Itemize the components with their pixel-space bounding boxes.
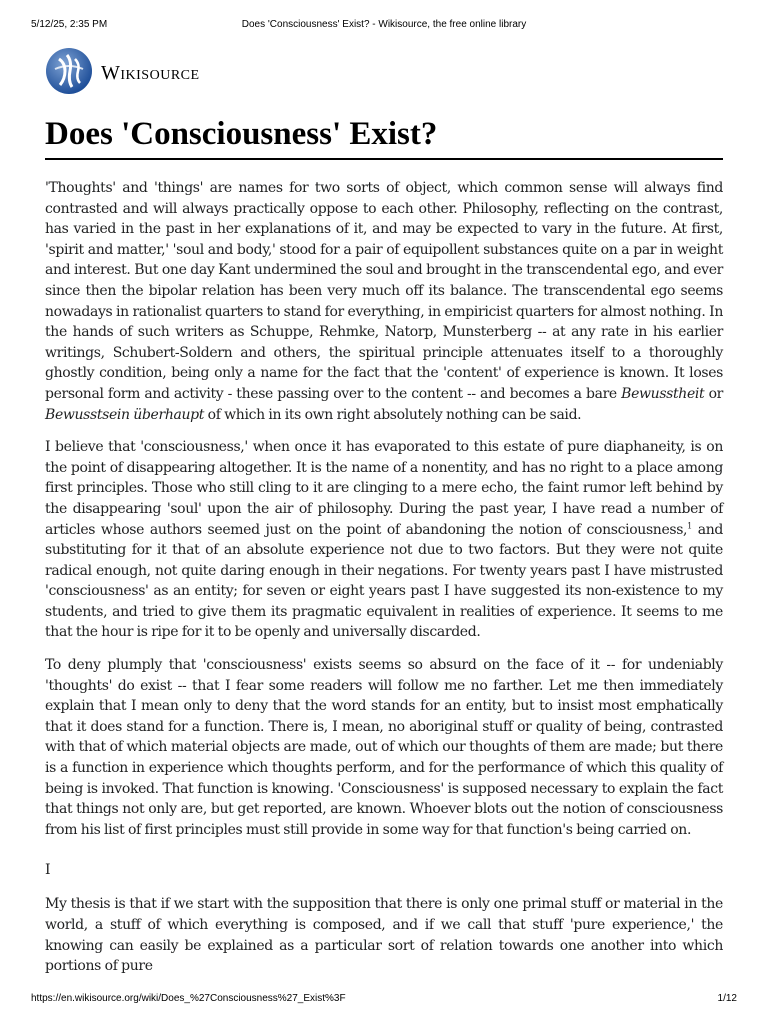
print-url: https://en.wikisource.org/wiki/Does_%27Consciousness%27_Exist%3F [31, 993, 346, 1004]
title-divider [45, 158, 723, 160]
italic-term-bewusstsein: Bewusstsein überhaupt [45, 406, 205, 423]
print-page-title: Does 'Consciousness' Exist? - Wikisource, the free online library [241, 19, 527, 30]
print-header [31, 19, 737, 33]
wikisource-globe-icon [45, 47, 93, 95]
section-heading: I [45, 862, 51, 879]
print-footer [31, 993, 737, 1007]
wikisource-logo[interactable] [45, 47, 245, 97]
italic-term-bewusstheit: Bewusstheit [621, 385, 705, 402]
print-page-number: 1/12 [717, 993, 737, 1004]
site-wordmark: Wikisource [101, 62, 200, 84]
print-timestamp: 5/12/25, 2:35 PM [31, 19, 108, 30]
paragraph-4: My thesis is that if we start with the supposition that there is only one primal stuff or material in the world, a stuff of which everything is composed, and if we call that stuff 'pure experience,' the knowing can easily be explained as a particular sort of relation towards one another into which portions of pure [45, 896, 723, 975]
article-content [45, 178, 723, 989]
paragraph-2: I believe that 'consciousness,' when once it has evaporated to this estate of pure diaphaneity, is on the point of disappearing altogether. It is the name of a nonentity, and has no right to a place among first principles. Those who still cling to it are clinging to a mere echo, the faint rumor left behind by the disappearing 'soul' upon the air of philosophy. During the past year, I have read a number of articles whose authors seemed just on the point of abandoning the notion of consciousness,$^1$ and substituting for it that of an absolute experience not due to two factors. But they were not quite radical enough, not quite daring enough in their negations. For twenty years past I have mistrusted 'consciousness' as an entity; for seven or eight years past I have suggested its non-existence to my students, and tried to give them its pragmatic equivalent in realities of experience. It seems to me that the hour is ripe for it to be openly and universally discarded. [45, 439, 723, 641]
page-title: Does 'Consciousness' Exist? [45, 116, 438, 152]
footnote-link[interactable]: 1 [687, 520, 692, 530]
paragraph-1: 'Thoughts' and 'things' are names for two sorts of object, which common sense will always find contrasted and will always practically oppose to each other. Philosophy, reflecting on the contrast, has varied in the past in her explanations of it, and may be expected to vary in the future. At first, 'spirit and matter,' 'soul and body,' stood for a pair of equipollent substances quite on a par in weight and interest. But one day Kant undermined the soul and brought in the transcendental ego, and ever since then the bipolar relation has been very much off its balance. The transcendental ego seems nowadays in rationalist quarters to stand for everything, in empiricist quarters for almost nothing. In the hands of such writers as Schuppe, Rehmke, Natorp, Munsterberg -- at any rate in his earlier writings, Schubert-Soldern and others, the spiritual principle attenuates itself to a thoroughly ghostly condition, being only a name for the fact that the 'content' of experience is known. It loses personal form and activity - these passing over to the content -- and becomes a bare Bewusstheit or Bewusstsein überhaupt of which in its own right absolutely nothing can be said. [45, 180, 723, 423]
paragraph-3: To deny plumply that 'consciousness' exists seems so absurd on the face of it -- for undeniably 'thoughts' do exist -- that I fear some readers will follow me no farther. Let me then immediately explain that I mean only to deny that the word stands for an entity, but to insist most emphatically that it does stand for a function. There is, I mean, no aboriginal stuff or quality of being, contrasted with that of which material objects are made, out of which our thoughts of them are made; but there is a function in experience which thoughts perform, and for the performance of which this quality of being is invoked. That function is knowing. 'Consciousness' is supposed necessary to explain the fact that things not only are, but get reported, are known. Whoever blots out the notion of consciousness from his list of first principles must still provide in some way for that function's being carried on. [45, 657, 723, 838]
